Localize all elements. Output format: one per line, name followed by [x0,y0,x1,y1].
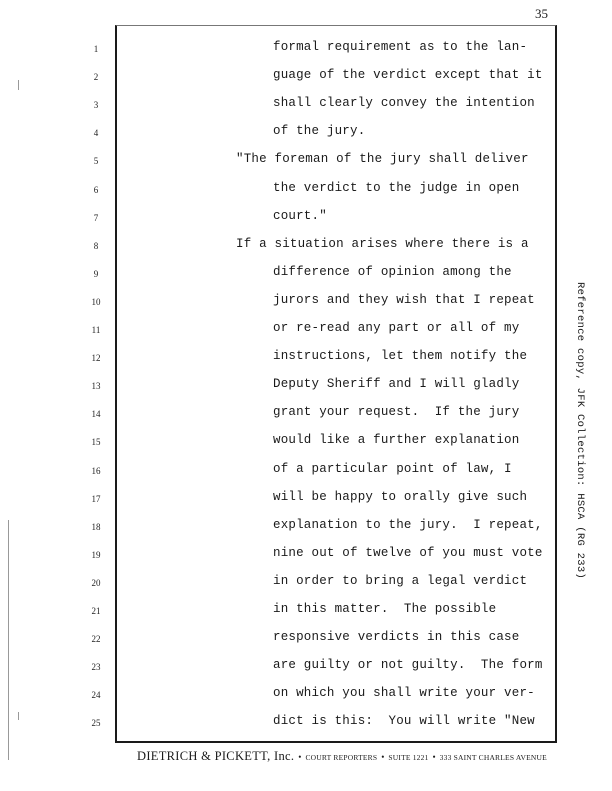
line-number: 9 [93,268,99,279]
line-number: 2 [93,72,99,83]
transcript-line: would like a further explanation [273,433,520,448]
line-number: 16 [91,465,101,476]
footer-separator: • [432,752,436,762]
footer-firm-name: DIETRICH & PICKETT, Inc. [137,749,295,763]
transcript-line: dict is this: You will write "New [273,714,535,729]
margin-scan-mark [18,80,19,90]
line-number: 19 [91,549,101,560]
line-number: 10 [91,296,101,307]
line-number: 6 [93,184,99,195]
line-number: 20 [91,577,101,588]
transcript-line: court." [273,208,327,223]
margin-scan-mark [18,712,19,720]
transcript-line: explanation to the jury. I repeat, [273,517,543,532]
transcript-line: of the jury. [273,124,366,139]
line-number: 3 [93,100,99,111]
line-number: 15 [91,437,101,448]
line-number: 12 [91,353,101,364]
archive-reference-stamp: Reference copy, JFK Collection: HSCA (RG 233) [574,282,586,580]
line-number: 8 [93,240,99,251]
transcript-line: of a particular point of law, I [273,461,512,476]
transcript-line: or re-read any part or all of my [273,321,520,335]
transcript-line: If a situation arises where there is a [236,236,529,251]
footer-suite: SUITE 1221 [388,753,429,762]
line-number: 17 [91,493,101,504]
line-number: 13 [91,381,101,392]
transcript-line: difference of opinion among the [273,264,512,279]
footer-separator: • [298,752,302,762]
line-number: 14 [91,409,101,420]
line-number: 5 [93,156,99,167]
line-number: 24 [91,690,101,701]
transcript-line: Deputy Sheriff and I will gladly [273,377,520,392]
transcript-line: "The foreman of the jury shall deliver [236,152,529,167]
margin-scan-mark [8,520,9,760]
footer-separator: • [381,752,385,762]
line-number: 11 [91,325,101,335]
transcript-line: in this matter. The possible [273,602,497,616]
transcript-line: the verdict to the judge in open [273,180,520,195]
line-number: 1 [93,44,99,54]
transcript-line: shall clearly convey the intention [273,96,535,111]
footer-service: COURT REPORTERS [305,753,378,762]
line-number: 23 [91,662,101,673]
court-reporter-footer [137,749,557,764]
transcript-line: grant your request. If the jury [273,405,520,420]
transcript-line: are guilty or not guilty. The form [273,658,543,673]
line-number: 18 [91,521,101,532]
line-number: 4 [93,128,99,139]
line-number: 22 [91,634,101,645]
transcript-line: responsive verdicts in this case [273,630,520,645]
transcript-line: guage of the verdict except that it [273,68,543,83]
transcript-line: on which you shall write your ver- [273,686,535,701]
transcript-line: formal requirement as to the lan- [273,40,528,54]
line-number: 21 [91,606,101,616]
transcript-line: in order to bring a legal verdict [273,573,528,588]
line-number: 7 [93,212,99,223]
page-number: 35 [535,6,548,21]
transcript-line: instructions, let them notify the [273,349,528,364]
transcript-line: nine out of twelve of you must vote [273,545,543,560]
line-number: 25 [91,718,101,729]
footer-address: 333 SAINT CHARLES AVENUE [439,753,547,762]
transcript-line: will be happy to orally give such [273,489,528,504]
transcript-line: jurors and they wish that I repeat [273,292,535,307]
